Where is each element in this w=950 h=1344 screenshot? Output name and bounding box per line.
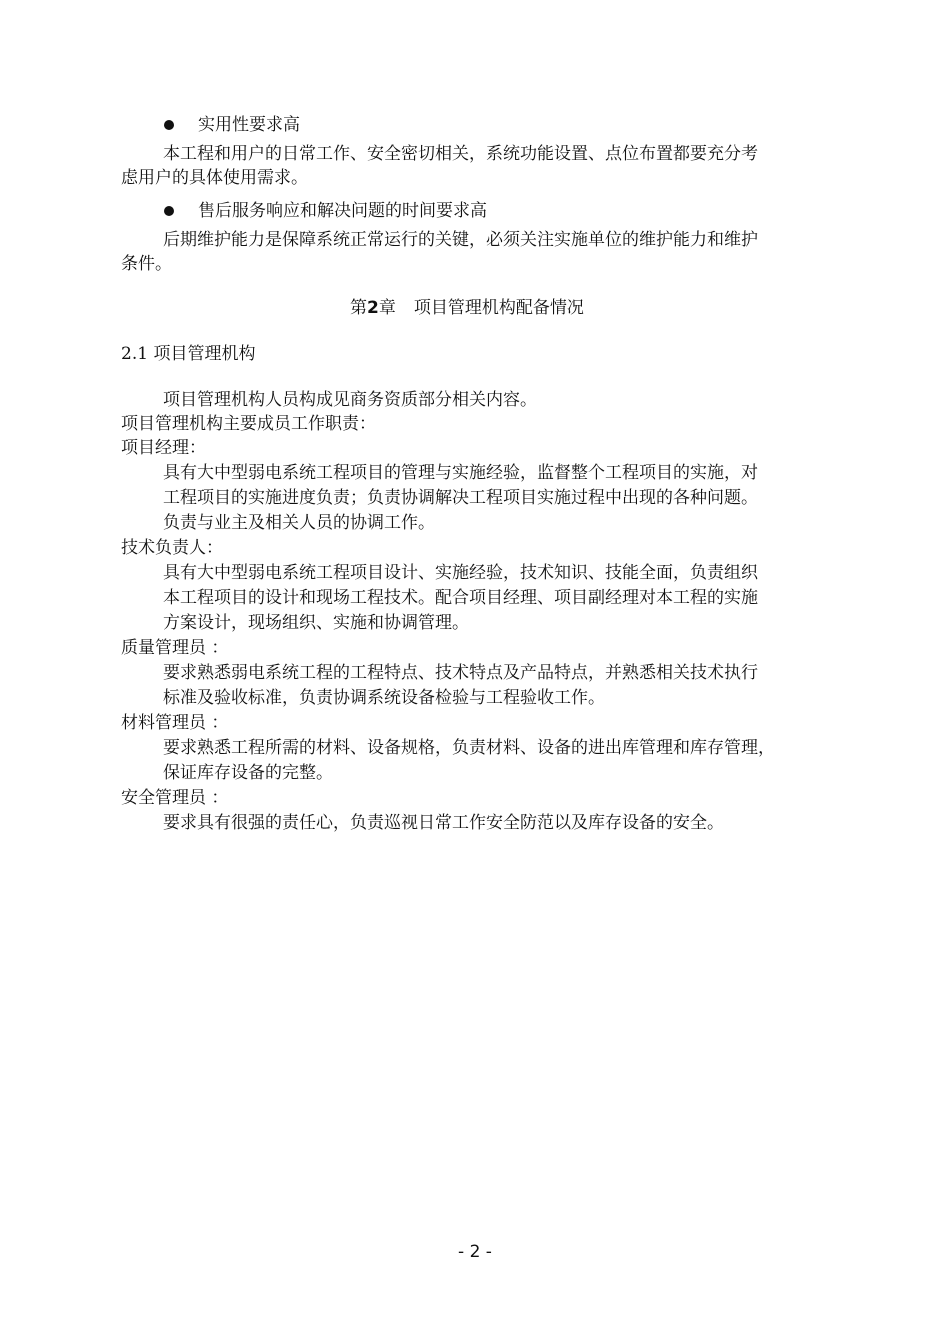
role-description-line: 要求熟悉工程所需的材料、设备规格，负责材料、设备的进出库管理和库存管理， bbox=[163, 738, 775, 758]
bullet-title: 实用性要求高 bbox=[198, 115, 300, 135]
bullet-dot-icon bbox=[164, 120, 174, 130]
paragraph-line: 虑用户的具体使用需求。 bbox=[121, 168, 308, 188]
chapter-title: 项目管理机构配备情况 bbox=[413, 298, 584, 318]
role-title: 项目经理： bbox=[121, 438, 206, 458]
paragraph-line: 条件。 bbox=[121, 254, 172, 274]
role-title: 质量管理员 ： bbox=[121, 638, 229, 658]
role-title: 安全管理员 ： bbox=[121, 788, 229, 808]
chapter-prefix: 第 bbox=[350, 298, 367, 318]
paragraph-line: 本工程和用户的日常工作、安全密切相关，系统功能设置、点位布置都要充分考 bbox=[163, 144, 758, 164]
chapter-number: 2 bbox=[367, 298, 379, 318]
role-description-line: 要求熟悉弱电系统工程的工程特点、技术特点及产品特点，并熟悉相关技术执行 bbox=[163, 663, 758, 683]
role-description-line: 保证库存设备的完整。 bbox=[163, 763, 333, 783]
role-description-line: 负责与业主及相关人员的协调工作。 bbox=[163, 513, 435, 533]
intro-paragraph: 项目管理机构人员构成见商务资质部分相关内容。 bbox=[163, 390, 537, 410]
bullet-dot-icon bbox=[164, 206, 174, 216]
role-description-line: 工程项目的实施进度负责；负责协调解决工程项目实施过程中出现的各种问题。 bbox=[163, 488, 758, 508]
chapter-heading bbox=[350, 296, 584, 320]
bullet-title: 售后服务响应和解决问题的时间要求高 bbox=[198, 201, 487, 221]
subsection-heading: 2.1 项目管理机构 bbox=[121, 344, 256, 364]
role-description-line: 具有大中型弱电系统工程项目设计、实施经验，技术知识、技能全面，负责组织 bbox=[163, 563, 758, 583]
paragraph-line: 后期维护能力是保障系统正常运行的关键，必须关注实施单位的维护能力和维护 bbox=[163, 230, 758, 250]
duties-heading: 项目管理机构主要成员工作职责： bbox=[121, 414, 376, 434]
role-description-line: 方案设计，现场组织、实施和协调管理。 bbox=[163, 613, 469, 633]
role-description-line: 要求具有很强的责任心，负责巡视日常工作安全防范以及库存设备的安全。 bbox=[163, 813, 724, 833]
role-description-line: 本工程项目的设计和现场工程技术。配合项目经理、项目副经理对本工程的实施 bbox=[163, 588, 758, 608]
role-description-line: 具有大中型弱电系统工程项目的管理与实施经验，监督整个工程项目的实施，对 bbox=[163, 463, 758, 483]
chapter-suffix: 章 bbox=[378, 298, 396, 318]
role-description-line: 标准及验收标准，负责协调系统设备检验与工程验收工作。 bbox=[163, 688, 605, 708]
role-title: 技术负责人： bbox=[121, 538, 223, 558]
page-number: - 2 - bbox=[458, 1242, 492, 1262]
role-title: 材料管理员 ： bbox=[121, 713, 229, 733]
